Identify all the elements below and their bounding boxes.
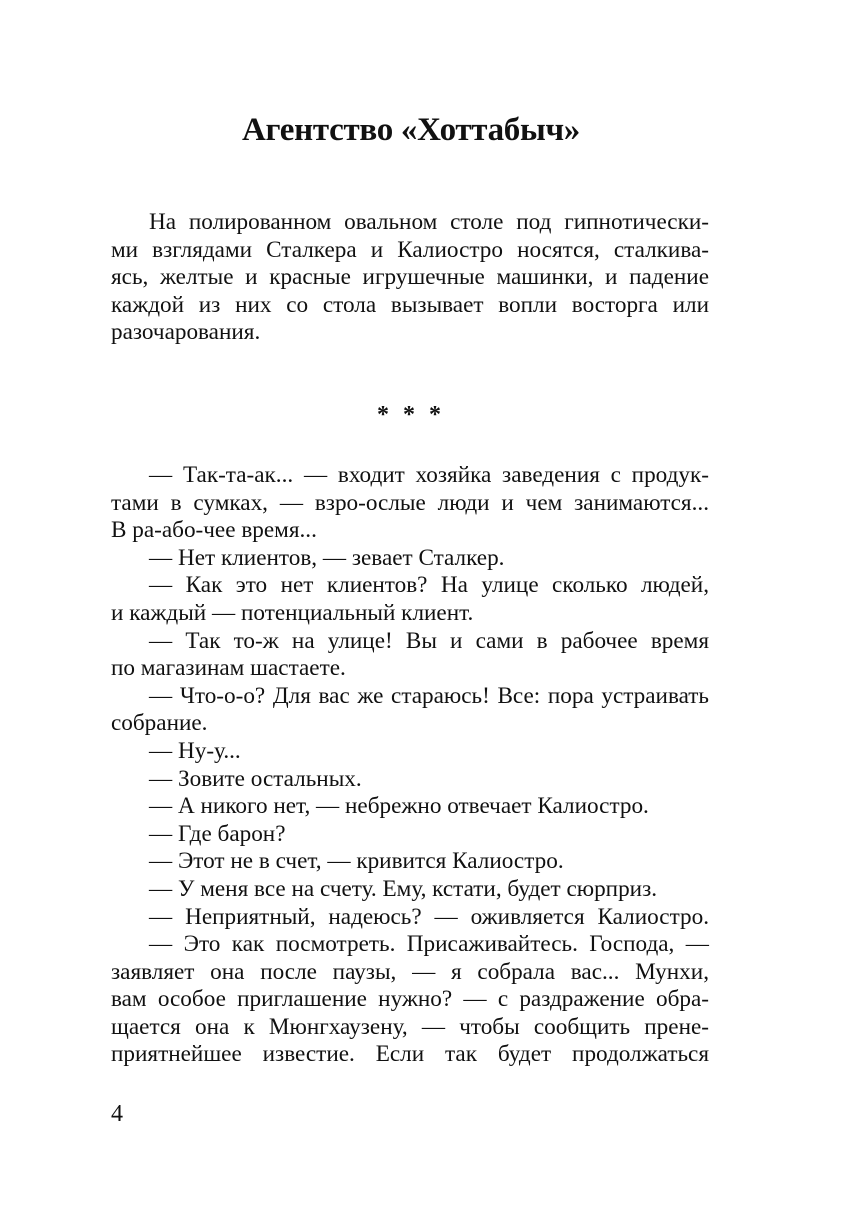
text-line: — У меня все на счету. Ему, кстати, будет сюрприз. — [149, 875, 658, 902]
text-line: разочарования. — [111, 319, 261, 346]
text-line: — А никого нет, — небрежно отвечает Калиостро. — [149, 793, 649, 820]
text-line: приятнейшее известие. Если так будет продолжаться — [111, 1041, 709, 1068]
text-line: ми взглядами Сталкера и Калиостро носятся, сталкива- — [111, 236, 709, 263]
text-line: и каждый — потенциальный клиент. — [111, 599, 474, 626]
text-line: В ра-або-чее время... — [111, 517, 317, 544]
text-line: — Ну-у... — [149, 737, 241, 764]
text-line: каждой из них со стола вызывает вопли восторга или — [111, 291, 709, 318]
text-line: ясь, желтые и красные игрушечные машинки, и падение — [111, 264, 709, 291]
text-line: На полированном овальном столе под гипнотически- — [149, 209, 709, 235]
text-line: собрание. — [111, 710, 208, 737]
text-line: по магазинам шастаете. — [111, 655, 346, 682]
text-line: тами в сумках, — взро-ослые люди и чем занимаются... — [111, 489, 709, 516]
text-line: заявляет она после паузы, — я собрала вас... Мунхи, — [111, 958, 709, 985]
text-line: — Этот не в счет, — кривится Калиостро. — [149, 848, 564, 875]
text-line: — Так-та-ак... — входит хозяйка заведения с продук- — [149, 462, 709, 488]
text-line: — Что-о-о? Для вас же стараюсь! Все: пора устраивать — [149, 682, 709, 709]
dialog-text — [111, 462, 709, 1069]
section-separator: * * * — [377, 402, 445, 428]
chapter-title: Агентство «Хоттабыч» — [242, 112, 580, 148]
text-line: — Так то-ж на улице! Вы и сами в рабочее время — [149, 627, 709, 654]
text-line: щается она к Мюнгхаузену, — чтобы сообщить прене- — [111, 1013, 709, 1040]
text-line: — Это как посмотреть. Присаживайтесь. Господа, — — [149, 931, 709, 958]
text-line: — Как это нет клиентов? На улице сколько людей, — [149, 572, 709, 599]
text-line: — Где барон? — [149, 820, 286, 847]
page-number: 4 — [111, 1101, 123, 1127]
intro-paragraph — [111, 209, 709, 347]
text-line: — Зовите остальных. — [149, 765, 362, 792]
text-line: — Нет клиентов, — зевает Сталкер. — [149, 544, 505, 571]
text-line: вам особое приглашение нужно? — с раздражение обра- — [111, 986, 709, 1013]
text-line: — Неприятный, надеюсь? — оживляется Калиостро. — [149, 903, 709, 930]
